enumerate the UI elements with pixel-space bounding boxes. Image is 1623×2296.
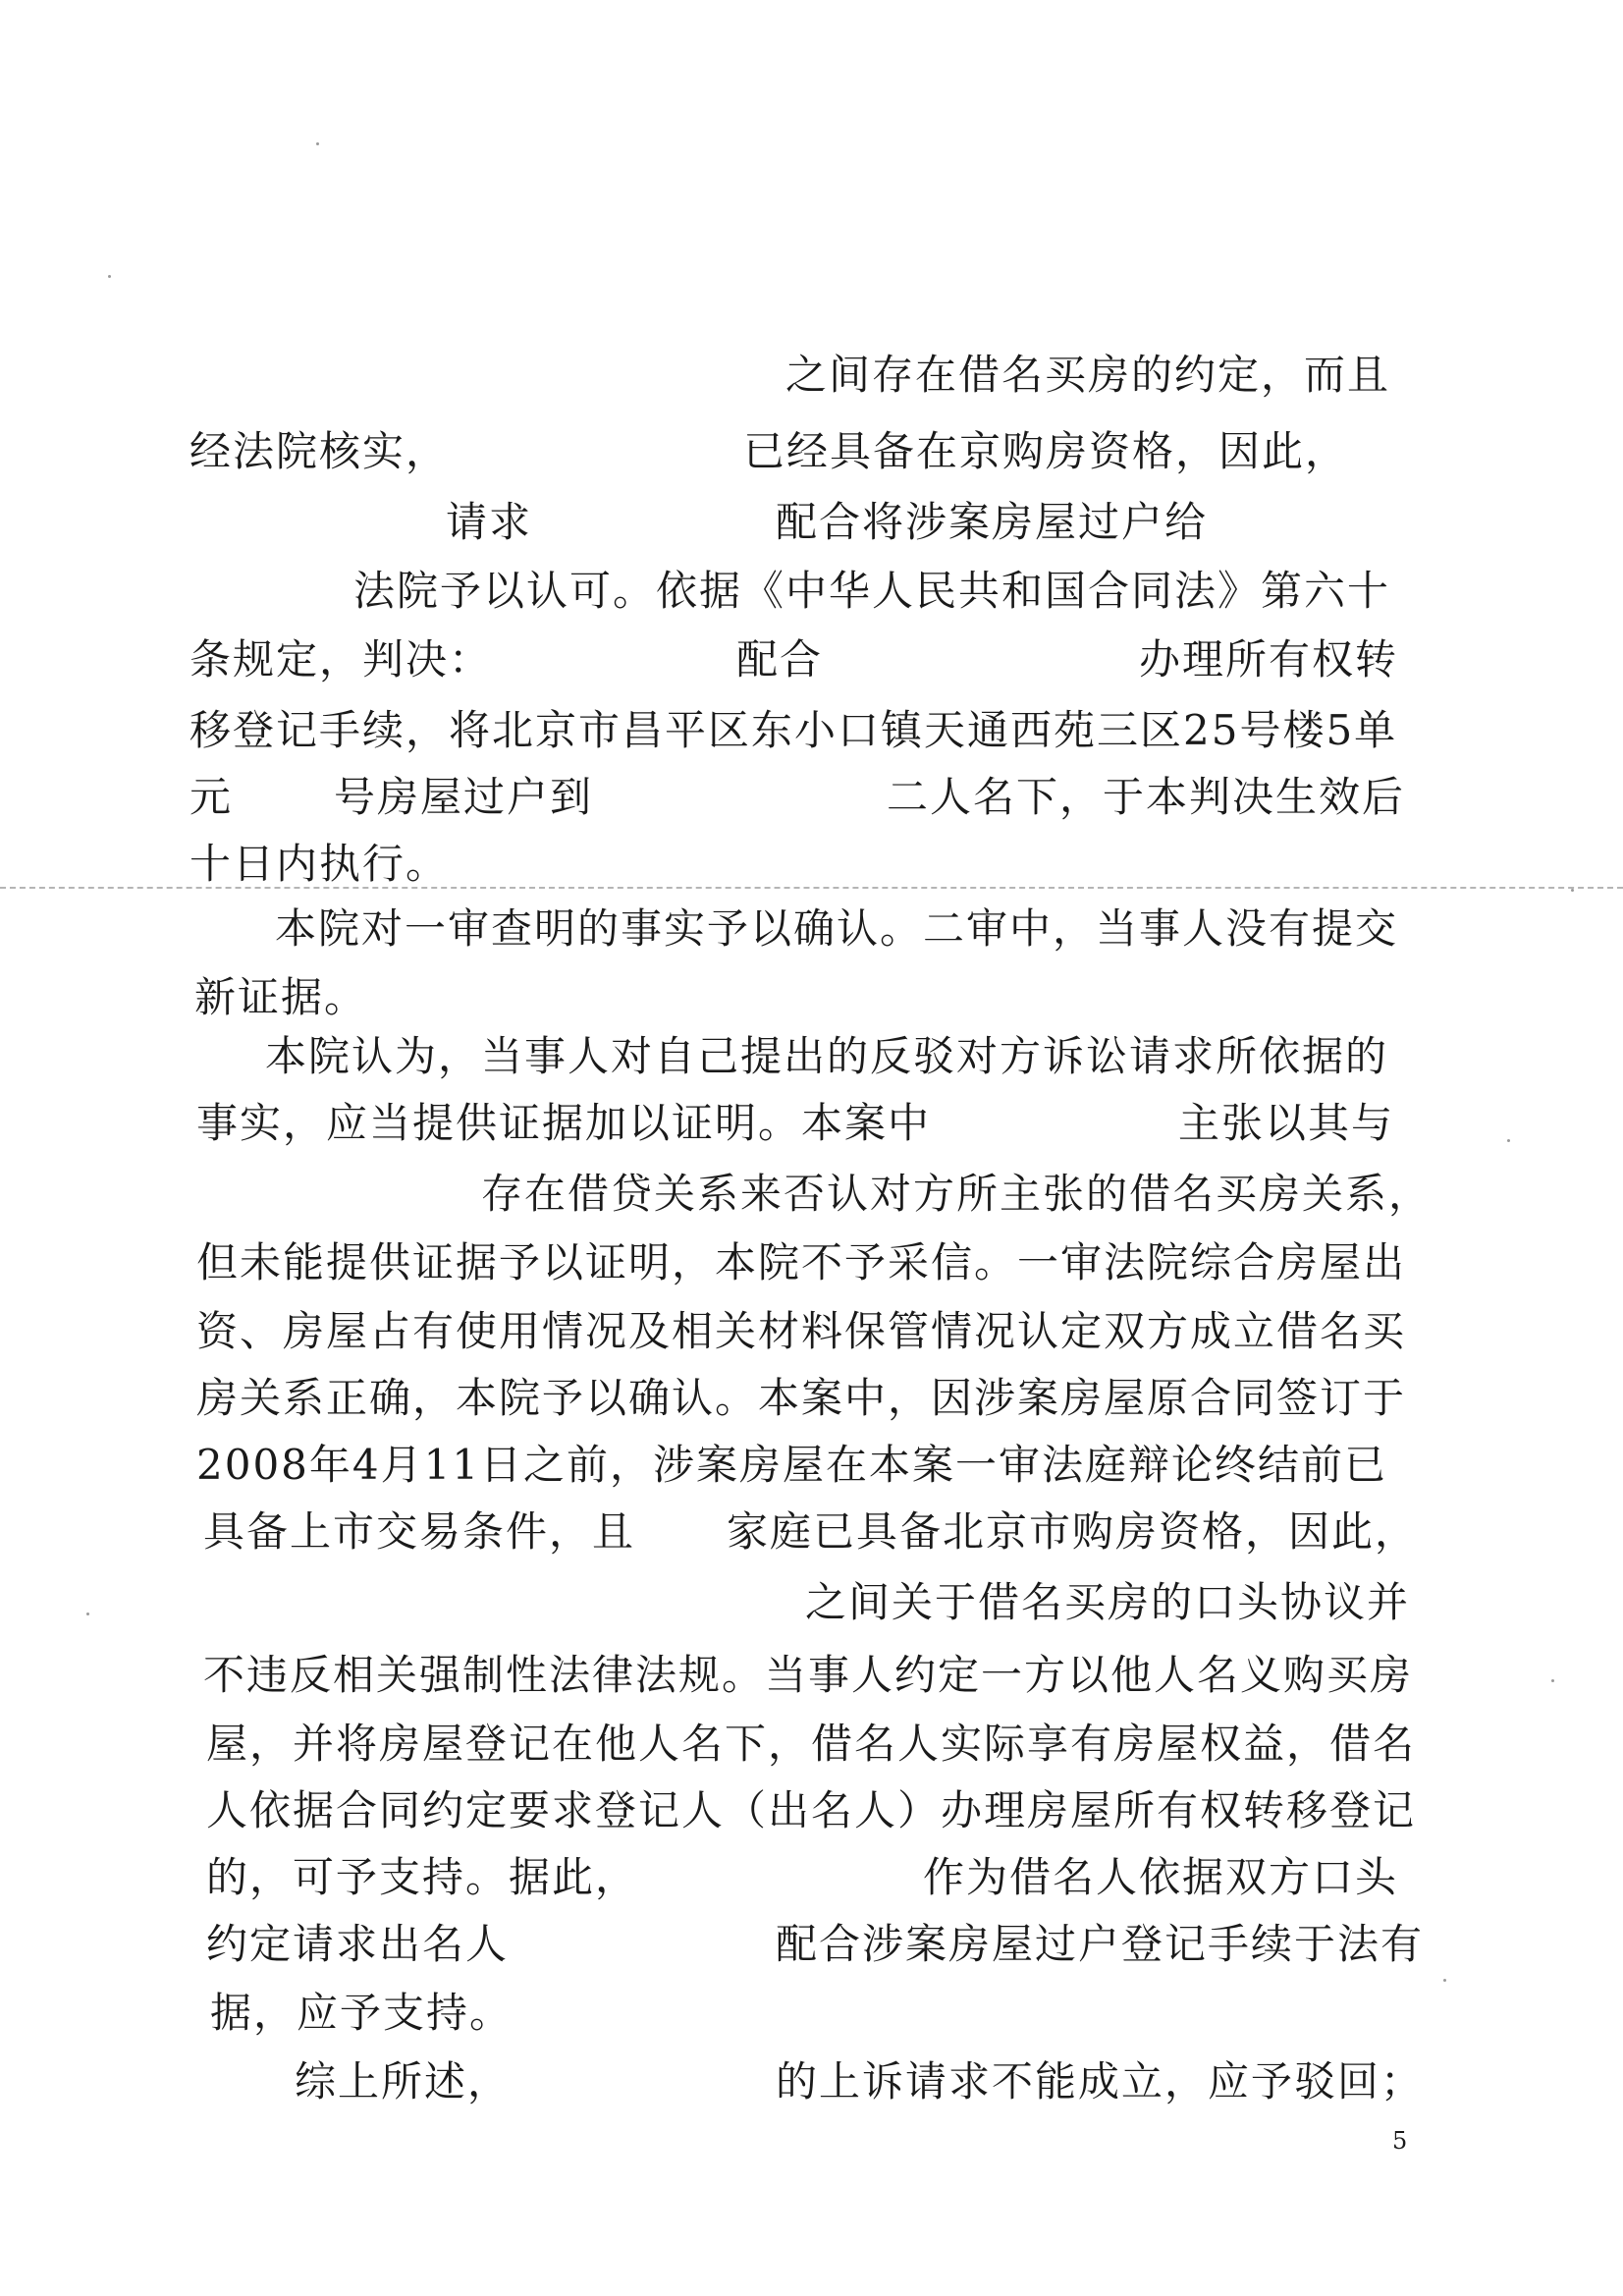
text-line: 本院对一审查明的事实予以确认。二审中，当事人没有提交 [275, 904, 1399, 953]
text-line: 之间关于借名买房的口头协议并 [805, 1578, 1411, 1626]
text-line: 据，应予支持。 [210, 1989, 514, 2037]
text-line: 之间存在借名买房的约定，而且 [785, 351, 1391, 399]
text-line: 不违反相关强制性法律法规。当事人约定一方以他人名义购买房 [203, 1651, 1414, 1699]
text-line: 资、房屋占有使用情况及相关材料保管情况认定双方成立借名买 [196, 1307, 1407, 1355]
scan-speck [108, 275, 111, 278]
text-line: 存在借贷关系来否认对方所主张的借名买房关系， [481, 1170, 1433, 1218]
text-line: 配合涉案房屋过户登记手续于法有 [776, 1920, 1425, 1968]
text-line: 办理所有权转 [1139, 635, 1399, 683]
text-line: 配合将涉案房屋过户给 [776, 498, 1209, 546]
page-number: 5 [1392, 2127, 1408, 2155]
text-line: 屋，并将房屋登记在他人名下，借名人实际享有房屋权益，借名 [206, 1720, 1417, 1768]
text-line: 人依据合同约定要求登记人（出名人）办理房屋所有权转移登记 [206, 1786, 1417, 1834]
text-line: 主张以其与 [1178, 1099, 1395, 1147]
text-line: 二人名下，于本判决生效后 [887, 773, 1406, 821]
text-line: 家庭已具备北京市购房资格，因此， [727, 1507, 1419, 1556]
text-line: 经法院核实， [189, 427, 450, 475]
text-line: 的上诉请求不能成立，应予驳回； [776, 2057, 1425, 2105]
text-line: 2008年4月11日之前，涉案房屋在本案一审法庭辩论终结前已 [196, 1441, 1388, 1489]
scan-speck [1507, 1139, 1510, 1142]
text-line: 作为借名人依据双方口头 [923, 1853, 1399, 1901]
text-line: 事实，应当提供证据加以证明。本案中 [196, 1099, 932, 1147]
text-line: 已经具备在京购房资格，因此， [743, 427, 1349, 475]
text-line: 新证据。 [194, 973, 368, 1021]
text-line: 元 [189, 773, 234, 821]
text-line: 请求 [446, 498, 533, 546]
scan-speck [1551, 1679, 1554, 1682]
text-line: 本院认为，当事人对自己提出的反驳对方诉讼请求所依据的 [265, 1032, 1389, 1080]
text-line: 综上所述， [295, 2057, 512, 2105]
text-line: 房关系正确，本院予以确认。本案中，因涉案房屋原合同签订于 [196, 1374, 1407, 1422]
scan-speck [316, 142, 319, 145]
scan-speck [86, 1613, 89, 1615]
text-line: 但未能提供证据予以证明，本院不予采信。一审法院综合房屋出 [196, 1238, 1407, 1286]
text-line: 约定请求出名人 [206, 1920, 510, 1968]
text-line: 条规定，判决： [189, 635, 493, 683]
text-line: 法院予以认可。依据《中华人民共和国合同法》第六十 [353, 567, 1391, 615]
text-line: 号房屋过户到 [334, 773, 594, 821]
scan-speck [1443, 1979, 1446, 1982]
text-line: 移登记手续，将北京市昌平区东小口镇天通西苑三区25号楼5单 [189, 706, 1398, 754]
text-line: 的，可予支持。据此， [206, 1853, 639, 1901]
text-line: 十日内执行。 [189, 840, 450, 888]
text-line: 配合 [736, 635, 824, 683]
scan-speck [1571, 889, 1574, 892]
text-line: 具备上市交易条件，且 [203, 1507, 636, 1556]
